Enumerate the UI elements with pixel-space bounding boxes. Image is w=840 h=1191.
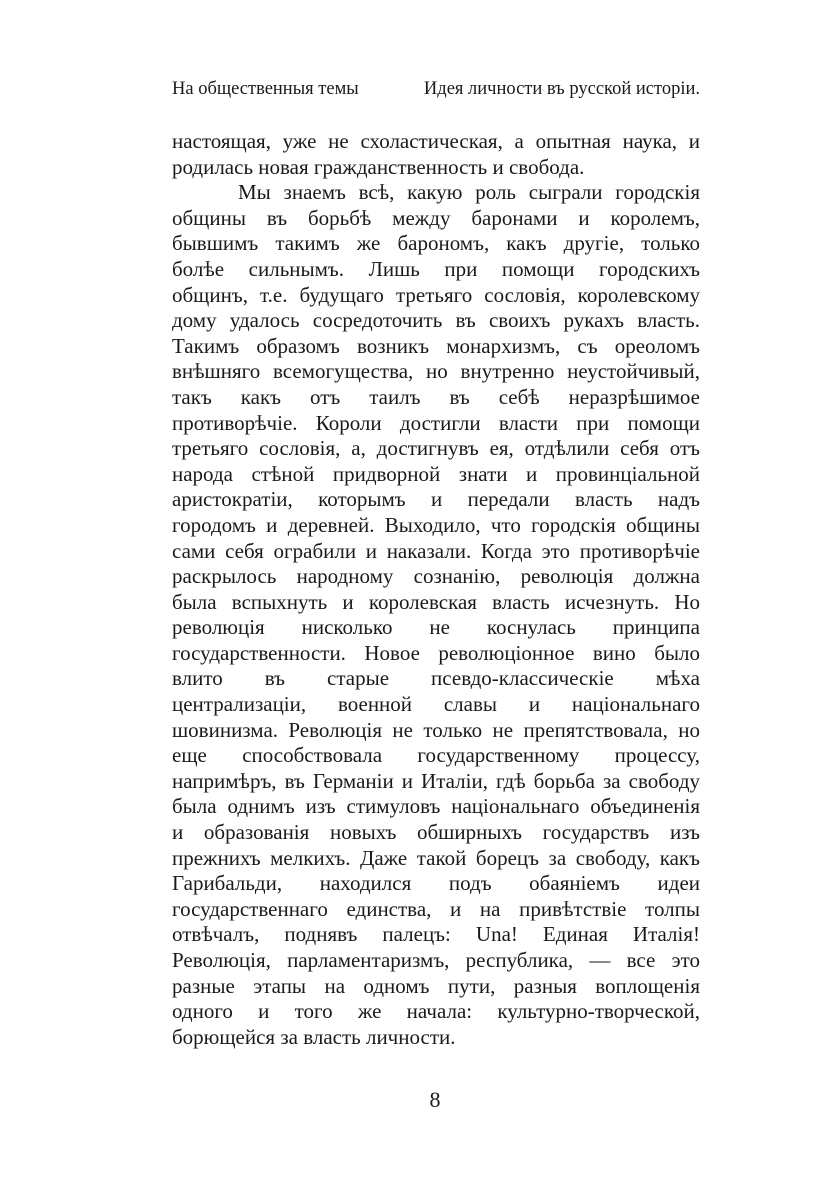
- text-line: аристократiи, которымъ и передали власть надъ: [172, 487, 700, 512]
- text-line: общины въ борьбѣ между баронами и королемъ,: [172, 205, 700, 230]
- text-line: влито въ старые псевдо-классическiе мѣха: [172, 666, 700, 691]
- header-chapter-title: Идея личности въ русской исторiи.: [423, 79, 700, 99]
- text-line: революцiя нисколько не коснулась принципа: [172, 615, 700, 640]
- text-line: общинъ, т.е. будущаго третьяго сословiя, королевскому: [172, 282, 700, 307]
- text-line: государственности. Новое революцiонное вино было: [172, 640, 700, 665]
- text-line: отвѣчалъ, поднявъ палецъ: Una! Единая Италiя!: [172, 922, 700, 947]
- text-line: еще способствовала государственному процессу,: [172, 743, 700, 768]
- text-line: прежнихъ мелкихъ. Даже такой борецъ за свободу, какъ: [172, 845, 700, 870]
- text-line: народа стѣной придворной знати и провинцiальной: [172, 461, 700, 486]
- text-line: борющейся за власть личности.: [172, 1024, 456, 1049]
- text-line: родилась новая гражданственность и свобода.: [172, 154, 585, 179]
- page-number: 8: [429, 1087, 441, 1112]
- text-line: раскрылось народному сознанiю, революцiя должна: [172, 564, 700, 589]
- text-line: бывшимъ такимъ же барономъ, какъ другiе, только: [172, 231, 700, 256]
- text-line: напримѣръ, въ Германiи и Италiи, гдѣ борьба за свободу: [172, 768, 700, 793]
- text-line: городомъ и деревней. Выходило, что городскiя общины: [172, 512, 700, 537]
- text-line: и образованiя новыхъ обширныхъ государствъ изъ: [172, 820, 700, 845]
- text-line: противорѣчiе. Короли достигли власти при помощи: [172, 410, 700, 435]
- text-line: Революцiя, парламентаризмъ, республика, — все это: [172, 948, 700, 972]
- text-line: разные этапы на одномъ пути, разныя воплощенiя: [172, 973, 700, 998]
- text-line: болѣе сильнымъ. Лишь при помощи городскихъ: [172, 256, 700, 281]
- text-line: Такимъ образомъ возникъ монархизмъ, съ ореоломъ: [172, 333, 700, 358]
- text-line: сами себя ограбили и наказали. Когда это противорѣчiе: [172, 538, 700, 563]
- text-line: была однимъ изъ стимуловъ нацiональнаго объединенiя: [172, 794, 700, 819]
- text-line: шовинизма. Революцiя не только не препятствовала, но: [172, 717, 700, 742]
- text-line: государственнаго единства, и на привѣтствiе толпы: [172, 896, 700, 921]
- text-line: централизацiи, военной славы и нацiональнаго: [172, 692, 700, 717]
- text-line: Мы знаемъ всѣ, какую роль сыграли городскiя: [238, 180, 700, 205]
- body-text: [172, 129, 700, 1050]
- text-line: такъ какъ отъ таилъ въ себѣ неразрѣшимое: [172, 384, 700, 409]
- text-line: Гарибальди, находился подъ обаянiемъ идеи: [172, 871, 700, 896]
- text-line: дому удалось сосредоточить въ своихъ рукахъ власть.: [172, 308, 700, 333]
- text-line: была вспыхнуть и королевская власть исчезнуть. Но: [172, 589, 700, 614]
- text-line: одного и того же начала: культурно-творческой,: [172, 999, 700, 1024]
- text-line: внѣшняго всемогущества, но внутренно неустойчивый,: [172, 359, 700, 384]
- text-line: настоящая, уже не схоластическая, а опытная наука, и: [172, 129, 700, 153]
- running-header: [172, 76, 700, 102]
- header-collection-title: На общественныя темы: [172, 79, 359, 99]
- text-line: третьяго сословiя, а, достигнувъ ея, отдѣлили себя отъ: [172, 436, 700, 461]
